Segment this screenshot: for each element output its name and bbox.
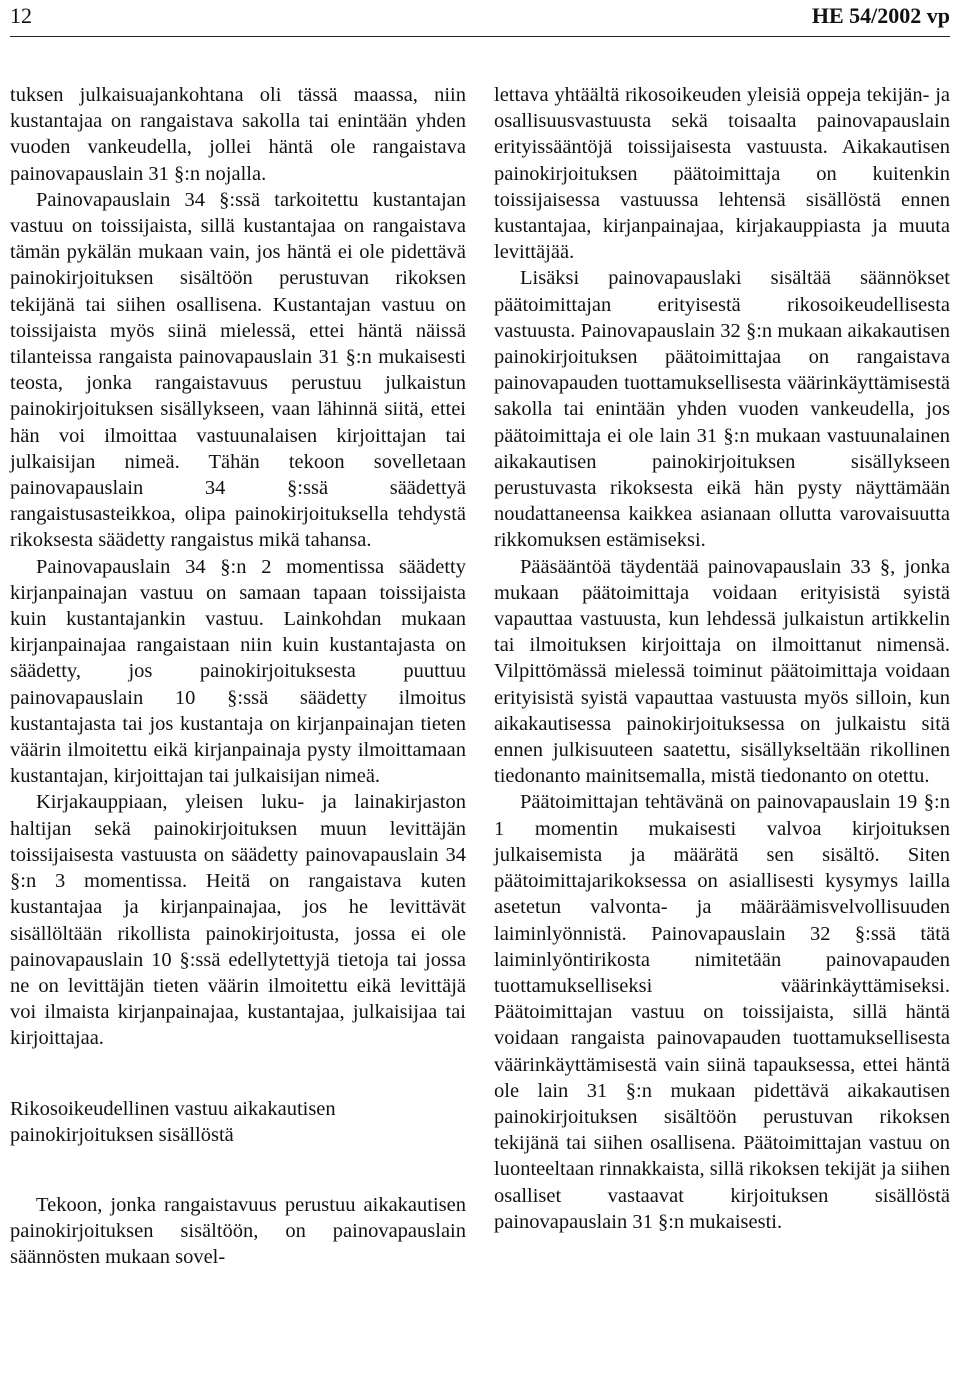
page-number: 12 bbox=[10, 3, 32, 28]
paragraph: Pääsääntöä täydentää painovapauslain 33 §, jonka mukaan päätoimittaja voidaan erityisistä syistä vapauttaa vastuusta, kun lehdessä julkaistun artikkelin tai ilmoituksen kirjoittaja on ilmoittanut nimensä. Vilpittömässä mielessä toiminut päätoimittaja voidaan erityisistä syistä vapauttaa vastuusta myös silloin, kun aikakautisessa painokirjoituksessa on julkaistu sitä ennen julkisuuteen saatettu, sisällykseltään rikollinen tiedonanto mainitsemalla, mistä tiedonanto on otettu. bbox=[494, 555, 950, 788]
document-id: HE 54/2002 vp bbox=[811, 3, 950, 28]
right-column bbox=[494, 82, 950, 1235]
section-heading: Rikosoikeudellinen vastuu aikakautisen painokirjoituksen sisällöstä bbox=[10, 1097, 336, 1146]
header-rule bbox=[10, 36, 950, 37]
paragraph: Kirjakauppiaan, yleisen luku- ja lainakirjaston haltijan sekä painokirjoituksen muun levittäjän toissijaisesta vastuusta on säädetty painovapauslain 34 §:n 3 momentissa. Heitä on rangaistava kuten kustantajaa ja kirjanpainajaa, jos he levittävät sisällöltään rikollista painokirjoitusta, jossa ei ole painovapauslain 10 §:ssä edellytettyjä tietoja tai jossa ne on levittäjän tieten väärin ilmoitettu eikä levittäjä voi ilmaista kirjanpainajaa, kustantajaa, julkaisijaa tai kirjoittajaa. bbox=[10, 791, 466, 1050]
paragraph: lettava yhtäältä rikosoikeuden yleisiä oppeja tekijän- ja osallisuusvastuusta sekä toisaalta painovapauslain erityissääntöjä toissijaisesta vastuusta. Aikakautisen painokirjoituksen päätoimittaja on kuitenkin toissijaisessa vastuussa lehtensä sisällöstä ennen kustantajaa, kirjanpainajaa, kirjakauppiasta ja muuta levittäjää. bbox=[494, 84, 950, 264]
paragraph: tuksen julkaisuajankohtana oli tässä maassa, niin kustantajaa on rangaistava sakolla tai enintään yhden vuoden vankeudella, jollei häntä ole rangaistava painovapauslain 31 §:n nojalla. bbox=[10, 84, 466, 185]
paragraph: Painovapauslain 34 §:n 2 momentissa säädetty kirjanpainajan vastuu on samaan tapaan toissijaista kuin kustantajankin vastuu. Lainkohdan mukaan kirjanpainajaa rangaistaan niin kuin kustantajasta on säädetty, jos painokirjoituksesta puuttuu painovapauslain 10 §:ssä säädetty ilmoitus kustantajasta tai jos kustantaja on kirjanpainajan tieten väärin ilmoitettu eikä kirjanpainaja pysty ilmoittamaan kustantajan, kirjoittajan tai julkaisijan nimeä. bbox=[10, 555, 466, 788]
paragraph: Päätoimittajan tehtävänä on painovapauslain 19 §:n 1 momentin mukaisesti valvoa kirjoituksen julkaisemista ja määrätä sen sisältö. Siten päätoimittajarikoksessa on asiallisesti kysymys lailla asetetun valvonta- ja määräämisvelvollisuuden laiminlyönnistä. Painovapauslain 32 §:ssä tätä laiminlyöntirikosta nimitetään painovapauden tuottamukselliseksi väärinkäyttämiseksi. Päätoimittajan vastuu on toissijaista, sillä häntä voidaan rangaista painovapauden tuottamuksellisesta väärinkäyttämisestä vain siinä tapauksessa, ettei häntä ole lain 31 §:n mukaan pidettävä aikakautisen painokirjoituksen sisältöön perustuvan rikoksen tekijänä tai siihen osallisena. Päätoimittajan vastuu on luonteeltaan rinnakkaista, sillä rikoksen tekijät ja siihen osalliset vastaavat kirjoituksen sisällöstä painovapauslain 31 §:n mukaisesti. bbox=[494, 791, 950, 1233]
paragraph: Lisäksi painovapauslaki sisältää säännökset päätoimittajan erityisestä rikosoikeudellisesta vastuusta. Painovapauslain 32 §:n mukaan aikakautisen painokirjoituksen päätoimittajaa on rangaistava painovapauden tuottamuksellisesta väärinkäyttämisestä sakolla tai enintään yhden vuoden vankeudella, jos päätoimittaja ei ole lain 31 §:n mukaan vastuunalainen aikakautisen painokirjoituksen sisällykseen perustuvasta rikoksesta eikä hän pysty näyttämään noudattaneensa kaikkea asianaan ollutta varovaisuutta rikkomuksen estämiseksi. bbox=[494, 267, 950, 552]
left-column bbox=[10, 82, 466, 1271]
paragraph: Painovapauslain 34 §:ssä tarkoitettu kustantajan vastuu on toissijaista, sillä kustantajaa on rangaistava tämän pykälän mukaan vain, jos häntä ei ole pidettävä painokirjoituksen sisältöön perustuvan rikoksen tekijänä tai siihen osallisena. Kustantajan vastuu on toissijaista myös siinä mielessä, ettei häntä näissä tilanteissa rangaista painovapauslain 31 §:n mukaisesti teosta, jonka rangaistavuus perustuu julkaistun painokirjoituksen sisällykseen, vaan lähinnä siitä, ettei hän voi ilmoittaa vastuunalaisen kirjoittajan tai julkaisijan nimeä. Tähän tekoon sovelletaan painovapauslain 34 §:ssä säädettyä rangaistusasteikkoa, olipa painokirjoituksella tehdystä rikoksesta säädetty rangaistus mikä tahansa. bbox=[10, 188, 466, 552]
page-header bbox=[10, 3, 950, 33]
paragraph: Tekoon, jonka rangaistavuus perustuu aikakautisen painokirjoituksen sisältöön, on painovapauslain säännösten mukaan sovel- bbox=[10, 1193, 466, 1269]
